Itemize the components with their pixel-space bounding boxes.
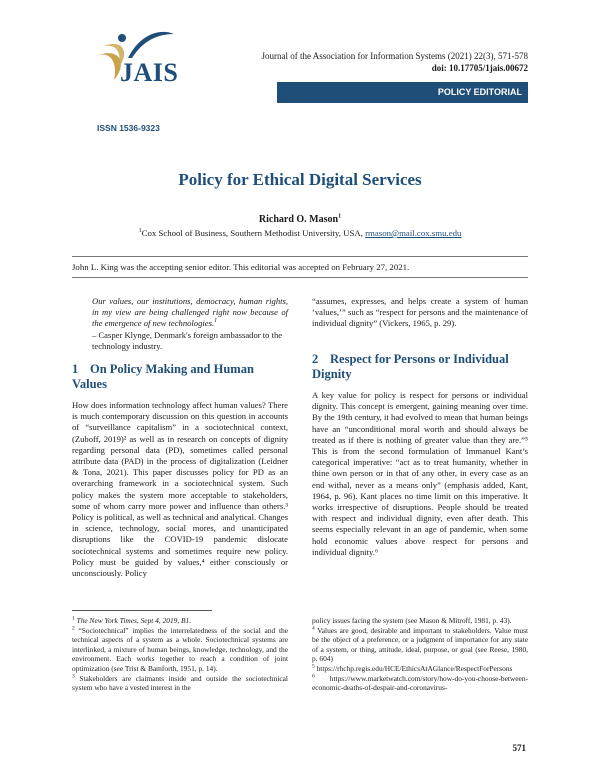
footnote-text: Values are good, desirable and important to stakeholders. Value must be the object of a preference, or a judgment of importance for any state of a system, or thing, attitude, ideal, purpose, or goal (see Reese, 1980, p. 604) — [312, 625, 528, 664]
footnote-5 — [312, 664, 528, 674]
divider-top — [72, 256, 528, 257]
footnote-link[interactable]: https://www.marketwatch.com/story/how-do-you-choose-between-economic-deaths-of-despair-and-coronavirus- — [312, 673, 528, 693]
section-1-body — [72, 400, 288, 579]
footnote-6 — [312, 674, 528, 693]
footnote-text: “Sociotechnical” implies the interrelatedness of the social and the technical aspects of a system as a whole. Sociotechnical systems are interlinked, a mixture of human beings, knowledge, technology, and the environment. Each works together to reach a condition of joint optimization (see Trist & Bamforth, 1951, p. 14). — [72, 625, 288, 673]
issn: ISSN 1536-9323 — [97, 123, 160, 133]
author-name: Richard O. Mason — [258, 214, 339, 225]
section-2-heading — [312, 352, 528, 382]
section-1-paragraph: How does information technology affect human values? There is much contemporary discussion on this question in accounts of “surveillance capitalism” in a sociotechnical context, (Zuboff, 2019)² as well as in research on concepts of dignity regarding personal data (PD), sometimes called personal attribute data (PAD) in the process of digitalization (Leidner & Tona, 2021). This paper discusses policy for PD as an overarching framework in a sociotechnical system. Such policy makes the system more acceptable to stakeholders, some of whom carry more power and influence than others.³ Policy is political, as well as technical and analytical. Changes in science, technology, social mores, and unanticipated disruptions like the COVID-19 pandemic dislocate sociotechnical systems and sometimes require new policy. Policy must be guided by values,⁴ either consciously or unconsciously. Policy — [72, 400, 288, 579]
footnote-number: 5 — [312, 663, 315, 670]
footnote-number: 4 — [312, 625, 315, 632]
epigraph-text: Our values, our institutions, democracy, human rights, in my view are being challenged right now because of the emergence of new technologies. — [92, 296, 288, 329]
footnote-divider — [72, 610, 212, 611]
affiliation-text: Cox School of Business, Southern Methodist University, USA, — [141, 228, 366, 238]
footnote-link[interactable]: https://rhchp.regis.edu/HCE/EthicsAtAGlance/RespectForPersons — [316, 663, 513, 673]
article-title: Policy for Ethical Digital Services — [178, 170, 422, 189]
section-2-body — [312, 390, 528, 558]
epigraph-quote — [92, 296, 288, 330]
footnote-3-continued — [312, 616, 528, 626]
section-2-number: 2 — [312, 352, 319, 366]
page-number: 571 — [512, 743, 526, 753]
footnote-text: policy issues facing the system (see Mason & Mitroff, 1981, p. 43). — [312, 616, 512, 625]
article-type-banner: POLICY EDITORIAL — [277, 82, 528, 103]
right-column-continuation — [312, 296, 528, 330]
footnote-text: The New York Times, Sept 4, 2019, B1. — [76, 616, 192, 625]
footnote-number: 3 — [72, 673, 75, 680]
epigraph-attribution: – Casper Klynge, Denmark's foreign ambassador to the technology industry. — [92, 330, 283, 352]
footnote-text: Stakeholders are claimants inside and outside the sociotechnical system who have a vested interest in the — [72, 673, 288, 693]
footnote-4 — [312, 626, 528, 664]
epigraph-sup: 1 — [214, 318, 218, 325]
section-2-title: Respect for Persons or Individual Dignity — [312, 352, 509, 381]
section-1-title: On Policy Making and Human Values — [72, 362, 254, 391]
footnotes-left — [72, 616, 288, 693]
doi: doi: 10.17705/1jais.00672 — [431, 63, 528, 73]
logo-text: JAIS — [120, 58, 179, 87]
author-sup: 1 — [338, 213, 342, 220]
journal-citation: Journal of the Association for Information Systems (2021) 22(3), 571-578 — [261, 51, 528, 61]
section-1-heading — [72, 362, 288, 392]
footnote-2 — [72, 626, 288, 674]
footnote-3 — [72, 674, 288, 693]
journal-header — [262, 50, 528, 74]
divider-bottom — [72, 277, 528, 278]
footnote-number: 6 — [312, 673, 315, 680]
acceptance-note: John L. King was the accepting senior editor. This editorial was accepted on February 27, 2021. — [72, 262, 410, 272]
footnotes-right — [312, 616, 528, 693]
author-email-link[interactable]: rmason@mail.cox.smu.edu — [365, 228, 462, 238]
footnote-number: 1 — [72, 615, 75, 622]
section-2-paragraph: A key value for policy is respect for persons or individual dignity. This concept is emergent, gaining meaning over time. By the 19th century, it had evolved to mean that human beings have an “unconditional moral worth and should always be treated as if there is nothing of greater value than they are.”⁵ This is from the second formulation of Immanuel Kant’s categorical imperative: “act as to treat humanity, whether in thine own person or in that of any other, in every case as an end withal, never as a means only” (emphasis added, Kant, 1964, p. 96). Kant places no time limit on this imperative. It works irrespective of disruptions. People should be treated with respect and individual dignity, even after death. This seems especially relevant in an age of pandemic, when some hold economic values above respect for persons and individual dignity.⁶ — [312, 390, 528, 557]
author-line — [0, 214, 600, 225]
section-1-number: 1 — [72, 362, 79, 376]
footnote-1 — [72, 616, 288, 626]
affiliation-sup: 1 — [138, 228, 142, 235]
affiliation — [0, 228, 600, 238]
continuation-paragraph: “assumes, expresses, and helps create a system of human ‘values,’” such as “respect for persons and the maintenance of individual dignity” (Vickers, 1965, p. 29). — [312, 296, 528, 329]
footnote-number: 2 — [72, 625, 75, 632]
